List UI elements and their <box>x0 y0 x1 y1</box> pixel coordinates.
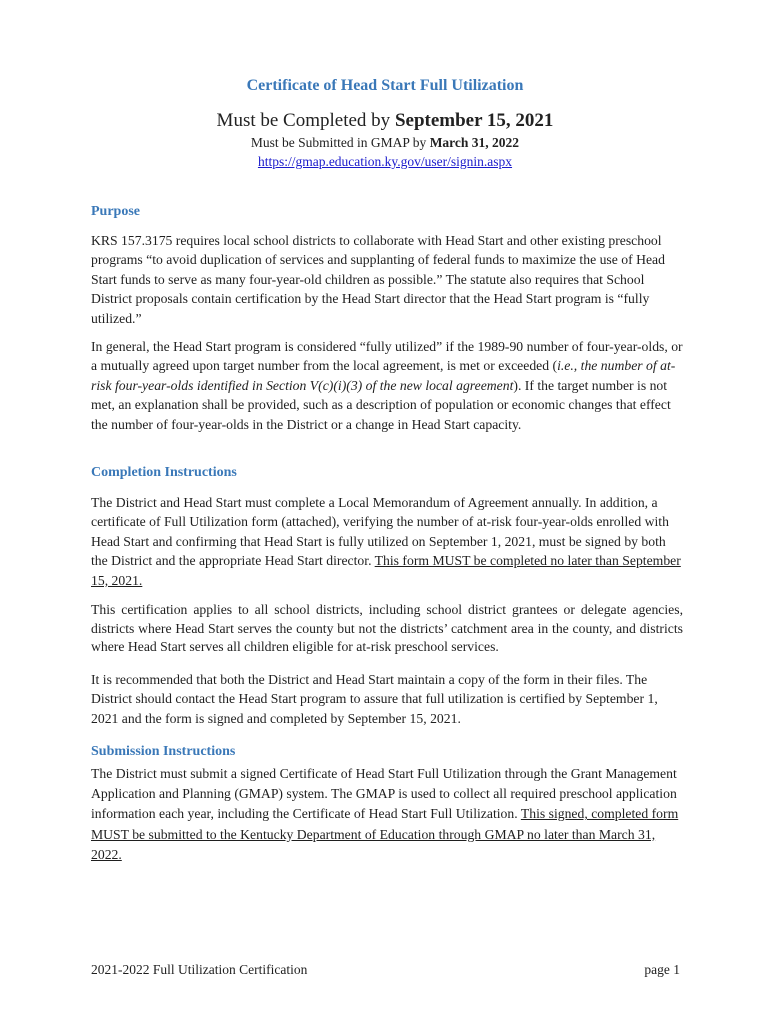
purpose-heading: Purpose <box>91 204 140 219</box>
footer-title: 2021-2022 Full Utilization Certification <box>91 962 308 977</box>
submission-date: March 31, 2022 <box>429 135 520 150</box>
submission-paragraph <box>91 764 683 865</box>
deadline-date: September 15, 2021 <box>394 110 554 131</box>
purpose-paragraph-2 <box>91 337 683 434</box>
completion-heading: Completion Instructions <box>91 465 237 480</box>
completion-deadline <box>0 108 770 134</box>
document-title: Certificate of Head Start Full Utilization <box>246 77 524 94</box>
page-number: page 1 <box>644 962 680 977</box>
submission-prefix: Must be Submitted in GMAP by <box>250 135 430 150</box>
submission-p1-text: The District must submit a signed Certificate of Head Start Full Utilization through the Grant Management Application and Planning (GMAP) system. The GMAP is used to collect all required preschool application information each year, including the Certificate of Head Start Full Utilization. <box>91 766 677 822</box>
completion-paragraph-3: It is recommended that both the District and Head Start maintain a copy of the form in their files. The District should contact the Head Start program to assure that full utilization is certified by September 1, 2021 and the form is signed and completed by September 15, 2021. <box>91 672 658 726</box>
submission-p1-underlined: This signed, completed form MUST be submitted to the Kentucky Department of Education through GMAP no later than March 31, 2022. <box>91 806 679 862</box>
purpose-p2-end: ). If the target number is not met, an explanation shall be provided, such as a description of population or economic changes that effect the number of four-year-olds in the District or a change in Head Start capacity. <box>91 377 671 432</box>
submission-heading: Submission Instructions <box>91 744 236 759</box>
purpose-paragraph-1: KRS 157.3175 requires local school districts to collaborate with Head Start and other existing preschool programs “to avoid duplication of services and supplanting of federal funds to maximize the use of Head Start funds to serve as many four-year-old children as possible.” The statute also requires that School District proposals contain certification by the Head Start director that the Head Start program is “fully utilized.” <box>91 233 665 326</box>
purpose-p2-start: In general, the Head Start program is considered “fully utilized” if the 1989-90 number of four-year-olds, or a mutually agreed upon target number from the local agreement, is met or exceeded ( <box>91 339 683 374</box>
completion-p1-underlined: This form MUST be completed no later than September 15, 2021. <box>91 553 681 588</box>
purpose-p2-italic: i.e., the number of at-risk four-year-olds identified in Section V(c)(i)(3) of the new local agreement <box>91 358 676 393</box>
deadline-prefix: Must be Completed by <box>216 110 395 131</box>
completion-paragraph-1 <box>91 493 683 590</box>
submission-deadline <box>0 134 770 152</box>
completion-p1-text: The District and Head Start must complete a Local Memorandum of Agreement annually. In addition, a certificate of Full Utilization form (attached), verifying the number of at-risk four-year-olds enrolled with Head Start and confirming that Head Start is fully utilized on September 1, 2021, must be signed by both the District and the appropriate Head Start director. <box>91 495 669 569</box>
gmap-signin-link[interactable]: https://gmap.education.ky.gov/user/signin.aspx <box>257 154 513 169</box>
completion-paragraph-2: This certification applies to all school districts, including school district grantees or delegate agencies, districts where Head Start serves the county but not the districts’ catchment area in the county, and districts where Head Start serves all children eligible for at-risk preschool services. <box>91 602 683 654</box>
